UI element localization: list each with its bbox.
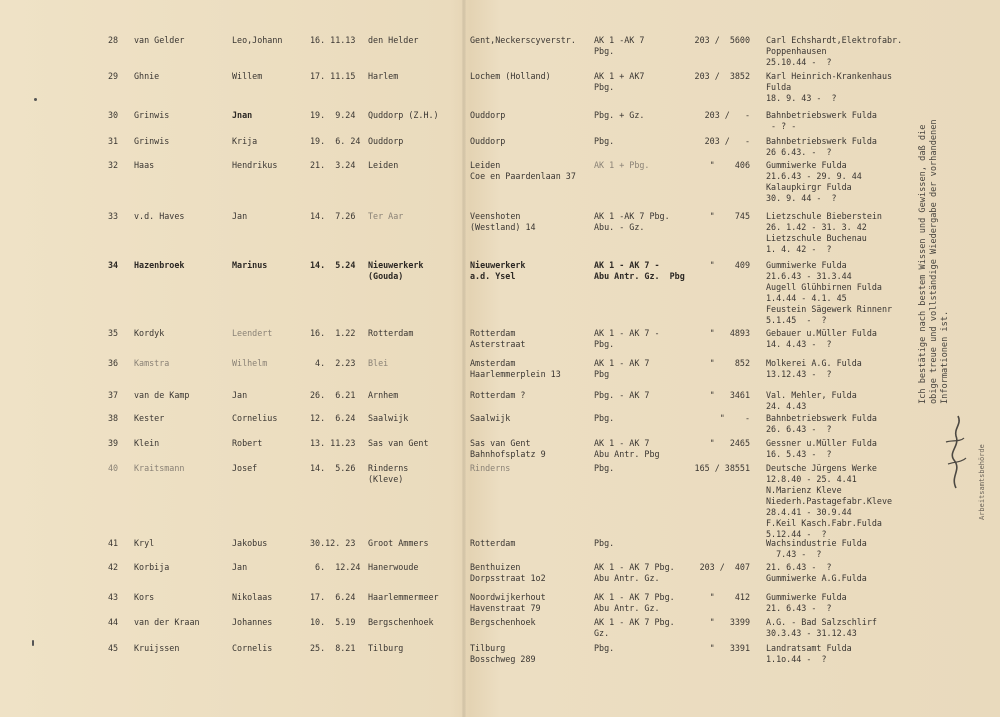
employer: Landratsamt Fulda 1.1o.44 - ? [766, 643, 852, 664]
row-number: 29 [108, 71, 119, 81]
birth-date: 6. 12.24 [310, 562, 361, 572]
ak-info: Pbg. [594, 413, 615, 423]
address: Bergschenhoek [470, 617, 536, 627]
row-number: 35 [108, 328, 119, 338]
file-number: " 3399 [709, 617, 750, 627]
birthplace: Saalwijk [368, 413, 409, 423]
employer: Gummiwerke Fulda 21.6.43 - 29. 9. 44 Kalaupkirgr Fulda 30. 9. 44 - ? [766, 160, 862, 203]
address: Rotterdam [470, 538, 516, 548]
employer: Bahnbetriebswerk Fulda 26. 6.43 - ? [766, 413, 877, 434]
file-number: " 2465 [709, 438, 750, 448]
address: Amsterdam Haarlemmerplein 13 [470, 358, 561, 379]
address: Benthuizen Dorpsstraat 1o2 [470, 562, 546, 583]
file-number: 203 / - [704, 136, 750, 146]
file-number: " 3461 [709, 390, 750, 400]
birthplace: Ter Aar [368, 211, 404, 221]
file-number: 203 / - [704, 110, 750, 120]
file-number: " 4893 [709, 328, 750, 338]
first-name: Robert [232, 438, 263, 448]
birthplace: Nieuwerkerk (Gouda) [368, 260, 424, 281]
employer: Bahnbetriebswerk Fulda 26 6.43. - ? [766, 136, 877, 157]
page-fold [462, 0, 466, 717]
last-name: v.d. Haves [134, 211, 185, 221]
row-number: 38 [108, 413, 119, 423]
birth-date: 25. 8.21 [310, 643, 356, 653]
last-name: Hazenbroek [134, 260, 185, 270]
birthplace: Leiden [368, 160, 399, 170]
file-number: " 852 [709, 358, 750, 368]
last-name: Korbija [134, 562, 170, 572]
row-number: 41 [108, 538, 119, 548]
birth-date: 14. 7.26 [310, 211, 356, 221]
first-name: Leendert [232, 328, 273, 338]
ak-info: AK 1 + Pbg. [594, 160, 650, 170]
last-name: van der Kraan [134, 617, 200, 627]
address: Rotterdam Asterstraat [470, 328, 526, 349]
last-name: Grinwis [134, 136, 170, 146]
row-number: 39 [108, 438, 119, 448]
row-number: 30 [108, 110, 119, 120]
birthplace: Blei [368, 358, 389, 368]
file-number: " 406 [709, 160, 750, 170]
row-number: 40 [108, 463, 119, 473]
employer: A.G. - Bad Salzschlirf 30.3.43 - 31.12.43 [766, 617, 877, 638]
first-name: Jnan [232, 110, 253, 120]
first-name: Nikolaas [232, 592, 273, 602]
employer: Gummiwerke Fulda 21.6.43 - 31.3.44 Augell Glühbirnen Fulda 1.4.44 - 4.1. 45 Feustein Sägewerk Rinnenr 5.1.45 - ? [766, 260, 893, 325]
last-name: Ghnie [134, 71, 160, 81]
first-name: Jan [232, 211, 248, 221]
birthplace: Rotterdam [368, 328, 414, 338]
address: Veenshoten (Westland) 14 [470, 211, 536, 232]
birthplace: Quddorp (Z.H.) [368, 110, 439, 120]
last-name: Kryl [134, 538, 155, 548]
first-name: Krija [232, 136, 258, 146]
row-number: 34 [108, 260, 119, 270]
address: Tilburg Bosschweg 289 [470, 643, 536, 664]
ak-info: AK 1 -AK 7 Pbg. Abu. - Gz. [594, 211, 670, 232]
birth-date: 26. 6.21 [310, 390, 356, 400]
last-name: Kruijssen [134, 643, 180, 653]
office-label: Arbeitsamtsbehörde [978, 444, 986, 520]
birthplace: Tilburg [368, 643, 404, 653]
ak-info: AK 1 + AK7 Pbg. [594, 71, 645, 92]
first-name: Jakobus [232, 538, 268, 548]
row-number: 43 [108, 592, 119, 602]
birthplace: Sas van Gent [368, 438, 429, 448]
birthplace: Hanerwoude [368, 562, 419, 572]
birthplace: Haarlemmermeer [368, 592, 439, 602]
row-number: 32 [108, 160, 119, 170]
ak-info: Pbg. [594, 538, 615, 548]
first-name: Cornelis [232, 643, 273, 653]
file-number: 165 / 38551 [694, 463, 750, 473]
ak-info: Pbg. + Gz. [594, 110, 645, 120]
birth-date: 19. 6. 24 [310, 136, 361, 146]
file-number: 203 / 5600 [694, 35, 750, 45]
first-name: Leo,Johann [232, 35, 283, 45]
ak-info: Pbg. [594, 463, 615, 473]
row-number: 45 [108, 643, 119, 653]
birth-date: 13. 11.23 [310, 438, 356, 448]
punch-mark [32, 640, 34, 646]
address: Noordwijkerhout Havenstraat 79 [470, 592, 546, 613]
first-name: Wilhelm [232, 358, 268, 368]
last-name: Kors [134, 592, 155, 602]
birth-date: 16. 11.13 [310, 35, 356, 45]
ak-info: AK 1 - AK 7 - Pbg. [594, 328, 660, 349]
address: Leiden Coe en Paardenlaan 37 [470, 160, 576, 181]
birth-date: 21. 3.24 [310, 160, 356, 170]
address: Ouddorp [470, 136, 506, 146]
row-number: 37 [108, 390, 119, 400]
last-name: van de Kamp [134, 390, 190, 400]
first-name: Jan [232, 390, 248, 400]
employer: Gebauer u.Müller Fulda 14. 4.43 - ? [766, 328, 877, 349]
birth-date: 14. 5.24 [310, 260, 356, 270]
first-name: Josef [232, 463, 258, 473]
row-number: 28 [108, 35, 119, 45]
ak-info: Pbg. [594, 136, 615, 146]
last-name: Kraitsmann [134, 463, 185, 473]
employer: Deutsche Jürgens Werke 12.8.40 - 25. 4.41 N.Marienz Kleve Niederh.Pastagefabr.Kleve 28.4.41 - 30.9.44 F.Keil Kasch.Fabr.Fulda 5.12.44 - ? [766, 463, 893, 539]
first-name: Marinus [232, 260, 268, 270]
ak-info: AK 1 - AK 7 Pbg. Abu Antr. Gz. [594, 562, 675, 583]
birthplace: Rinderns (Kleve) [368, 463, 409, 484]
birth-date: 10. 5.19 [310, 617, 356, 627]
ak-info: Pbg. [594, 643, 615, 653]
file-number: " 409 [709, 260, 750, 270]
file-number: " 412 [709, 592, 750, 602]
birth-date: 12. 6.24 [310, 413, 356, 423]
file-number: " 745 [709, 211, 750, 221]
last-name: Kamstra [134, 358, 170, 368]
ak-info: AK 1 - AK 7 - Abu Antr. Gz. Pbg [594, 260, 685, 281]
employer: Gummiwerke Fulda 21. 6.43 - ? [766, 592, 847, 613]
last-name: Klein [134, 438, 160, 448]
birthplace: den Helder [368, 35, 419, 45]
row-number: 31 [108, 136, 119, 146]
punch-mark [34, 98, 37, 101]
row-number: 44 [108, 617, 119, 627]
birth-date: 17. 6.24 [310, 592, 356, 602]
ak-info: AK 1 - AK 7 Pbg. Abu Antr. Gz. [594, 592, 675, 613]
ak-info: AK 1 - AK 7 Abu Antr. Pbg [594, 438, 660, 459]
address: Sas van Gent Bahnhofsplatz 9 [470, 438, 546, 459]
first-name: Hendrikus [232, 160, 278, 170]
employer: Bahnbetriebswerk Fulda - ? - [766, 110, 877, 131]
last-name: Kester [134, 413, 165, 423]
birthplace: Groot Ammers [368, 538, 429, 548]
employer: Gessner u.Müller Fulda 16. 5.43 - ? [766, 438, 877, 459]
birthplace: Harlem [368, 71, 399, 81]
birth-date: 17. 11.15 [310, 71, 356, 81]
signature [936, 412, 976, 492]
employer: Lietzschule Bieberstein 26. 1.42 - 31. 3. 42 Lietzschule Buchenau 1. 4. 42 - ? [766, 211, 882, 254]
birthplace: Bergschenhoek [368, 617, 434, 627]
birthplace: Arnhem [368, 390, 399, 400]
employer: Carl Echshardt,Elektrofabr. Poppenhausen 25.10.44 - ? [766, 35, 903, 67]
file-number: 203 / 3852 [694, 71, 750, 81]
birth-date: 19. 9.24 [310, 110, 356, 120]
certification-text: Ich bestätige nach bestem Wissen und Gewissen, daß die obige treue und vollständige Wiedergabe der vorhandenen Informationen ist. [918, 119, 950, 404]
address: Gent,Neckerscyverstr. [470, 35, 576, 45]
address: Rinderns [470, 463, 511, 473]
employer: Molkerei A.G. Fulda 13.12.43 - ? [766, 358, 862, 379]
address: Saalwijk [470, 413, 511, 423]
birth-date: 4. 2.23 [310, 358, 356, 368]
ak-info: AK 1 -AK 7 Pbg. [594, 35, 645, 56]
address: Nieuwerkerk a.d. Ysel [470, 260, 526, 281]
file-number: 203 / 407 [699, 562, 750, 572]
ak-info: AK 1 - AK 7 Pbg. Gz. [594, 617, 675, 638]
birthplace: Ouddorp [368, 136, 404, 146]
address: Rotterdam ? [470, 390, 526, 400]
birth-date: 30.12. 23 [310, 538, 356, 548]
employer: Wachsindustrie Fulda 7.43 - ? [766, 538, 867, 559]
birth-date: 16. 1.22 [310, 328, 356, 338]
row-number: 42 [108, 562, 119, 572]
last-name: Grinwis [134, 110, 170, 120]
employer: Val. Mehler, Fulda 24. 4.43 [766, 390, 857, 411]
address: Ouddorp [470, 110, 506, 120]
last-name: Haas [134, 160, 155, 170]
address: Lochem (Holland) [470, 71, 551, 81]
row-number: 33 [108, 211, 119, 221]
first-name: Willem [232, 71, 263, 81]
first-name: Johannes [232, 617, 273, 627]
first-name: Jan [232, 562, 248, 572]
first-name: Cornelius [232, 413, 278, 423]
file-number: " - [719, 413, 750, 423]
birth-date: 14. 5.26 [310, 463, 356, 473]
ak-info: Pbg. - AK 7 [594, 390, 650, 400]
ak-info: AK 1 - AK 7 Pbg [594, 358, 650, 379]
row-number: 36 [108, 358, 119, 368]
employer: 21. 6.43 - ? Gummiwerke A.G.Fulda [766, 562, 867, 583]
file-number: " 3391 [709, 643, 750, 653]
last-name: Kordyk [134, 328, 165, 338]
last-name: van Gelder [134, 35, 185, 45]
employer: Karl Heinrich-Krankenhaus Fulda 18. 9. 43 - ? [766, 71, 893, 103]
